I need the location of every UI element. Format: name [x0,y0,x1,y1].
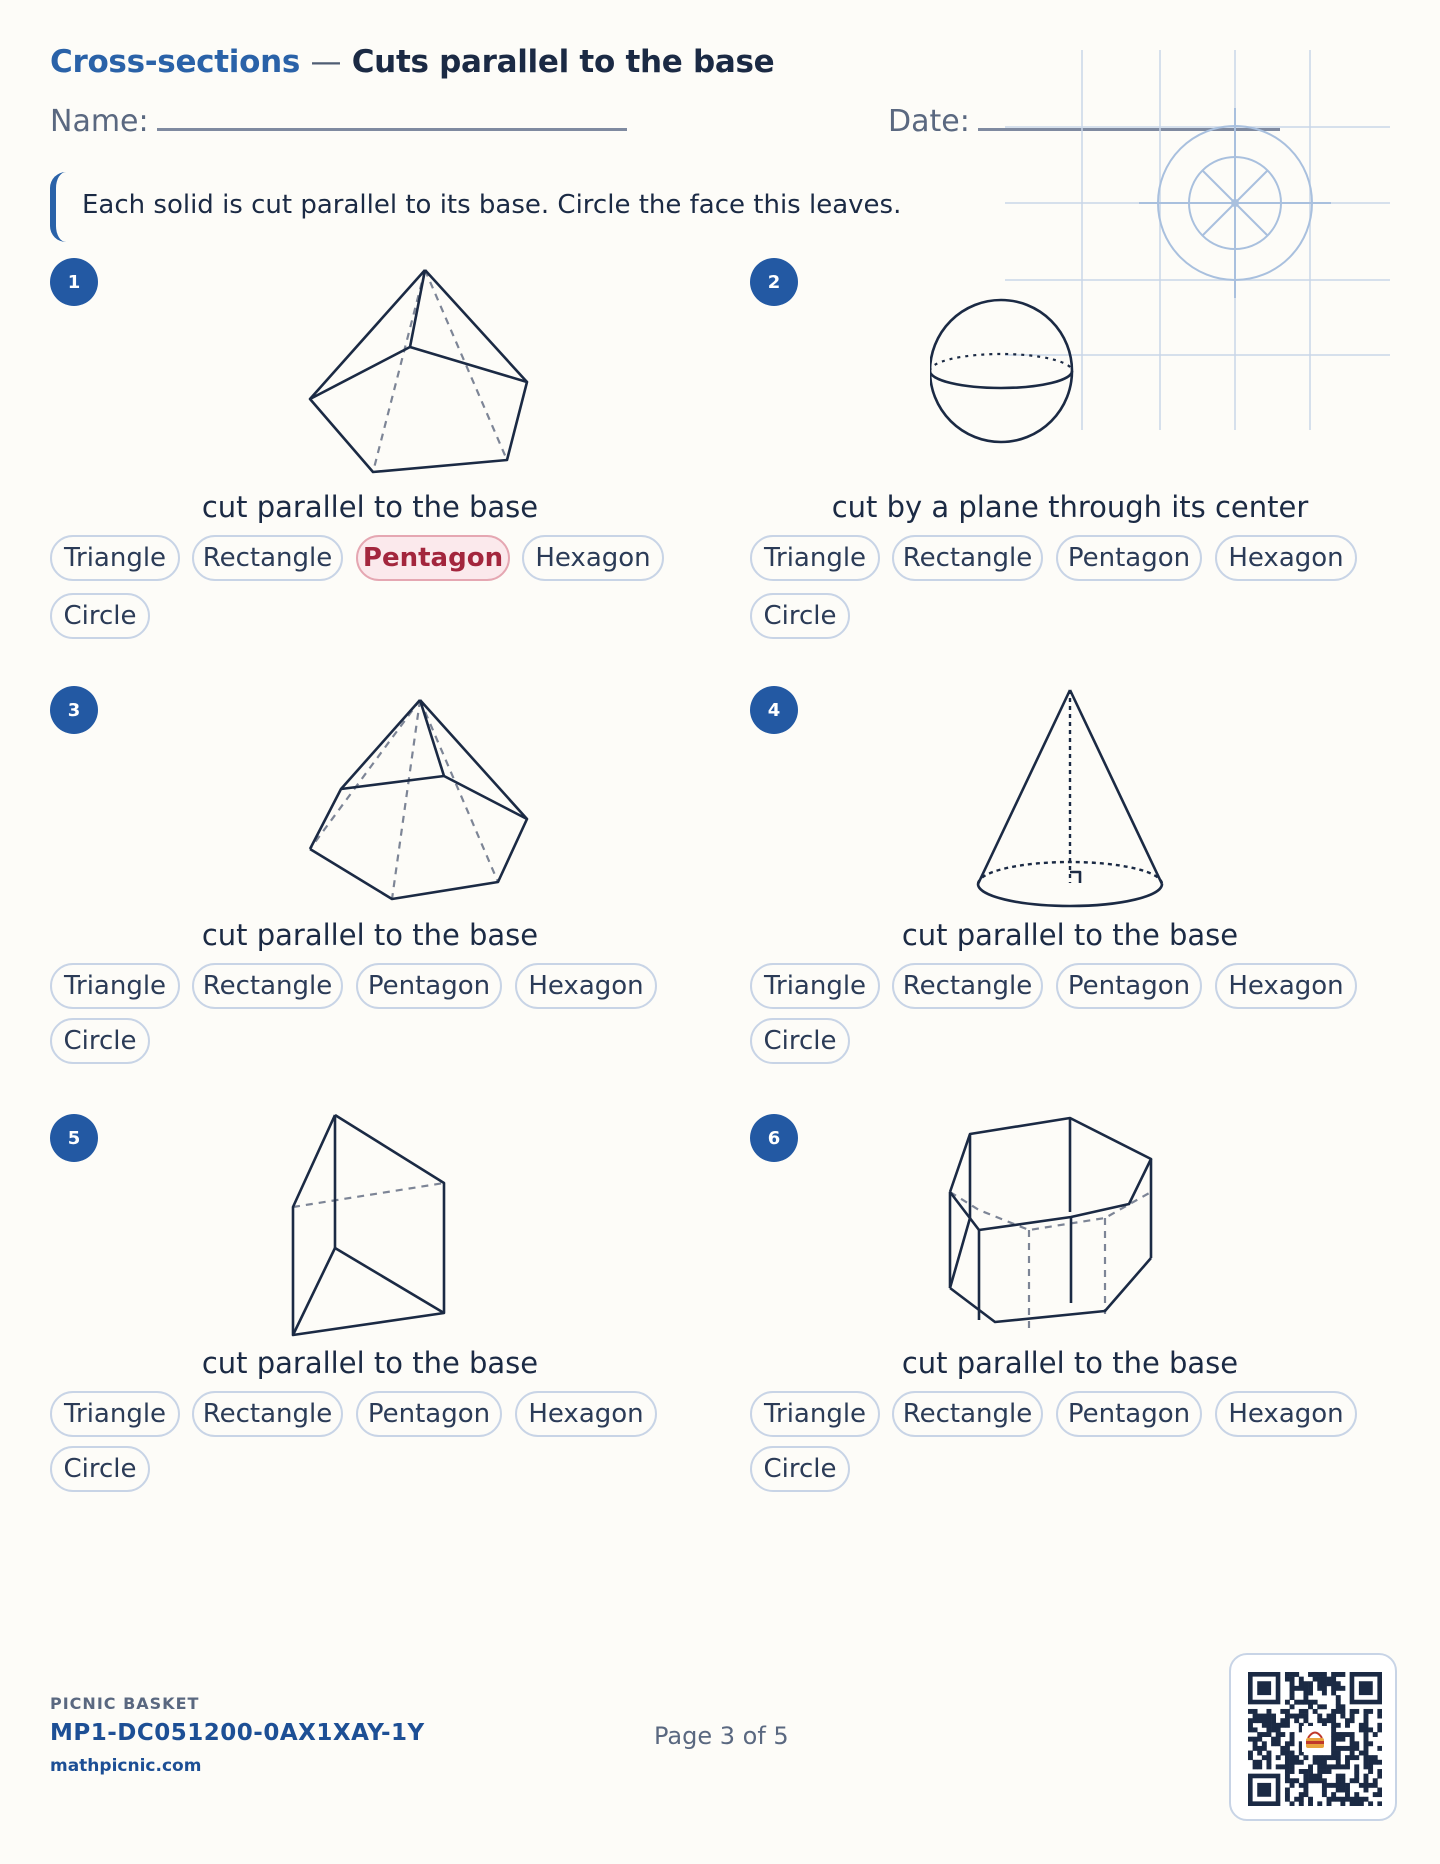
option-hexagon[interactable]: Hexagon [1215,535,1357,581]
option-pentagon[interactable]: Pentagon [356,535,510,581]
problem-6 [750,1114,1430,1534]
sphere-icon [930,258,1250,483]
option-circle[interactable]: Circle [50,593,150,639]
problem-5 [50,1114,730,1534]
problem-caption: cut parallel to the base [901,1346,1239,1380]
option-hexagon[interactable]: Hexagon [515,1391,657,1437]
problem-caption: cut parallel to the base [201,1346,539,1380]
option-rectangle[interactable]: Rectangle [892,535,1043,581]
option-triangle[interactable]: Triangle [750,1391,880,1437]
problem-number-badge: 1 [50,258,98,306]
callout-accent-bar [50,172,66,242]
problem-number-badge: 6 [750,1114,798,1162]
option-pentagon[interactable]: Pentagon [1056,535,1202,581]
option-rectangle[interactable]: Rectangle [192,1391,343,1437]
date-label: Date: [888,104,970,139]
title-main: Cuts parallel to the base [351,44,775,80]
problem-2 [750,258,1430,678]
option-hexagon[interactable]: Hexagon [1215,963,1357,1009]
name-line [157,128,627,131]
qr-code-frame [1229,1653,1397,1821]
option-rectangle[interactable]: Rectangle [192,963,343,1009]
option-pentagon[interactable]: Pentagon [1056,1391,1202,1437]
option-triangle[interactable]: Triangle [50,963,180,1009]
option-rectangle[interactable]: Rectangle [892,1391,1043,1437]
triangular-prism-icon [230,1114,550,1339]
option-triangle[interactable]: Triangle [50,535,180,581]
qr-code-icon [1248,1672,1382,1806]
name-label: Name: [50,104,149,139]
option-pentagon[interactable]: Pentagon [356,1391,502,1437]
problem-number-badge: 4 [750,686,798,734]
option-circle[interactable]: Circle [750,1446,850,1492]
option-circle[interactable]: Circle [750,1018,850,1064]
site-link[interactable]: mathpicnic.com [50,1756,202,1776]
option-hexagon[interactable]: Hexagon [522,535,664,581]
title-separator: — [310,44,342,80]
option-circle[interactable]: Circle [50,1446,150,1492]
option-hexagon[interactable]: Hexagon [1215,1391,1357,1437]
hexagonal-pyramid-icon [230,686,550,911]
problem-number-badge: 5 [50,1114,98,1162]
option-hexagon[interactable]: Hexagon [515,963,657,1009]
problem-caption: cut parallel to the base [201,918,539,952]
option-triangle[interactable]: Triangle [750,963,880,1009]
option-circle[interactable]: Circle [750,593,850,639]
page-title [50,44,774,80]
option-rectangle[interactable]: Rectangle [192,535,343,581]
option-triangle[interactable]: Triangle [50,1391,180,1437]
problem-number-badge: 3 [50,686,98,734]
cone-icon [930,686,1250,911]
pentagonal-pyramid-icon [230,258,550,483]
instruction-text: Each solid is cut parallel to its base. Circle the face this leaves. [82,190,902,220]
problem-number-badge: 2 [750,258,798,306]
option-pentagon[interactable]: Pentagon [356,963,502,1009]
option-rectangle[interactable]: Rectangle [892,963,1043,1009]
problem-caption: cut by a plane through its center [831,490,1309,524]
option-circle[interactable]: Circle [50,1018,150,1064]
hexagonal-prism-icon [930,1114,1250,1339]
document-code: MP1-DC051200-0AX1XAY-1Y [50,1720,425,1746]
problem-1 [50,258,730,678]
page-number: Page 3 of 5 [654,1722,789,1750]
problem-caption: cut parallel to the base [201,490,539,524]
name-field[interactable] [50,104,627,139]
option-triangle[interactable]: Triangle [750,535,880,581]
instruction-callout [50,172,950,242]
option-pentagon[interactable]: Pentagon [1056,963,1202,1009]
problem-caption: cut parallel to the base [901,918,1239,952]
title-topic: Cross-sections [50,44,301,80]
problem-4 [750,686,1430,1106]
problem-3 [50,686,730,1106]
brand-label: PICNIC BASKET [50,1694,200,1713]
